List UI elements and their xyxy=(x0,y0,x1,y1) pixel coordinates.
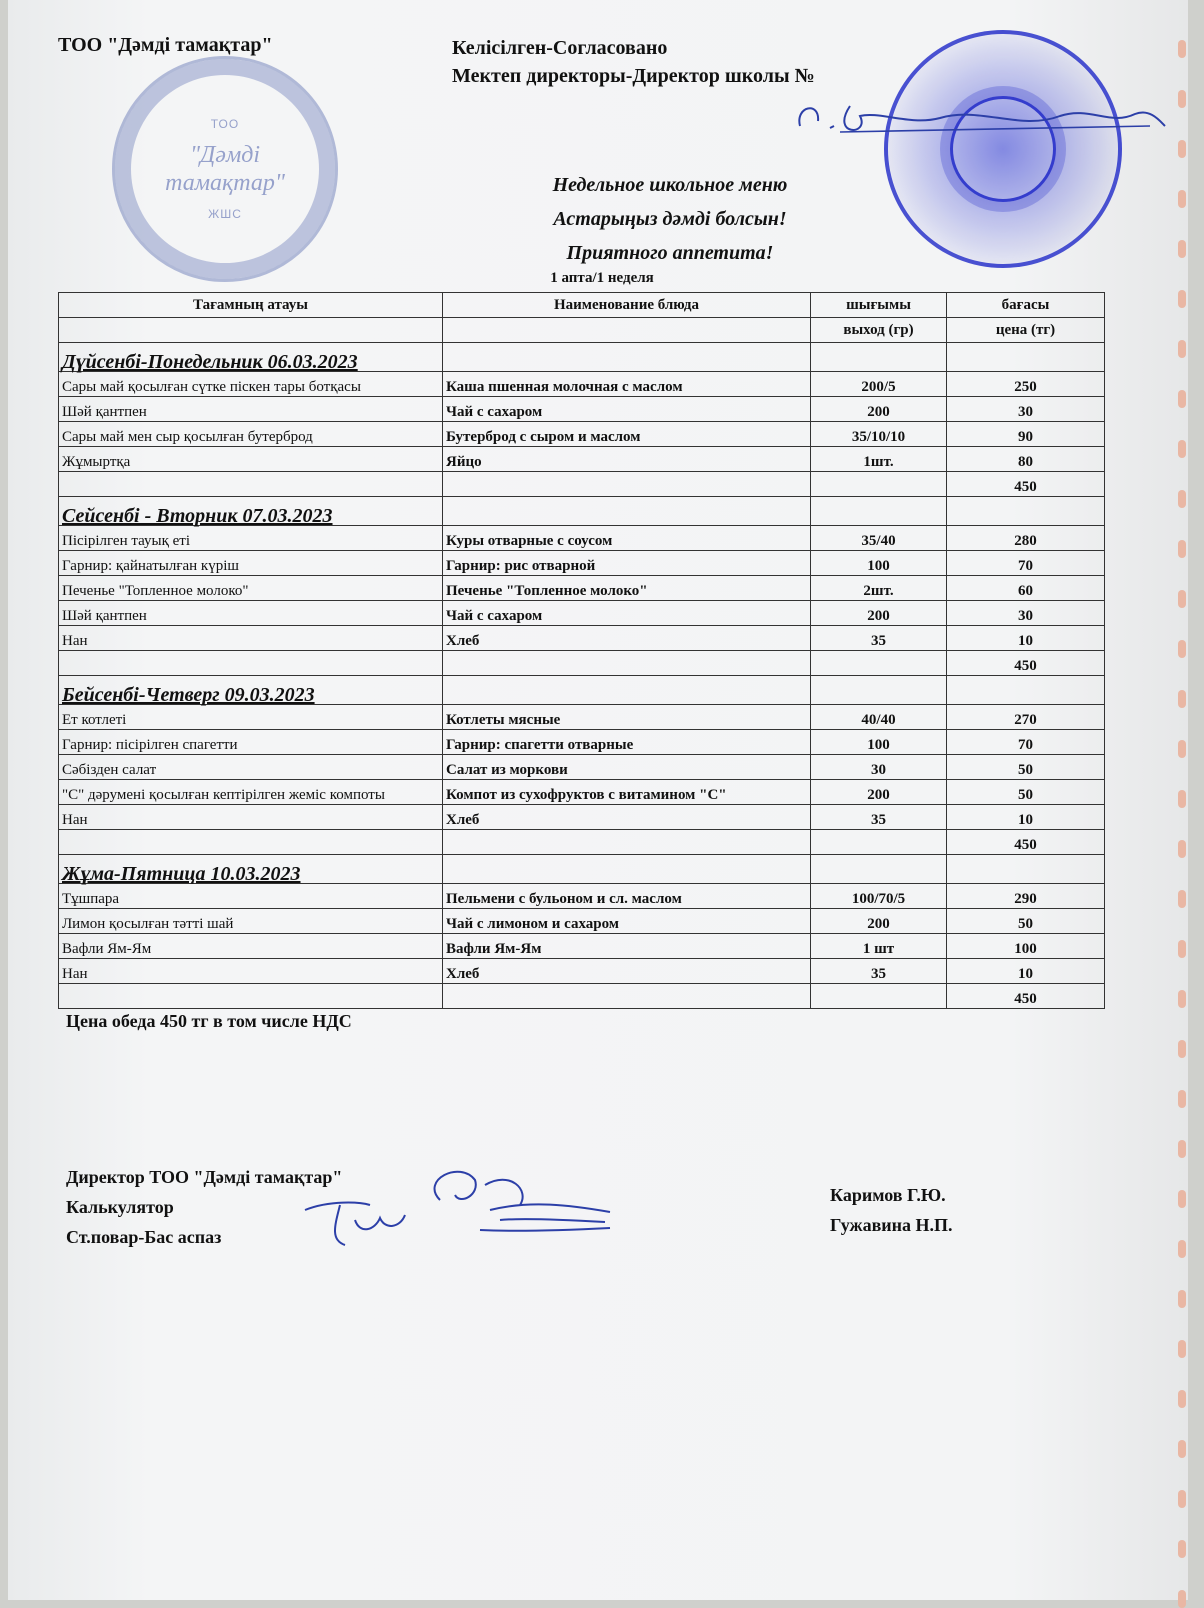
dish-name-kz: Ет котлеті xyxy=(59,705,443,730)
edge-hole xyxy=(1178,340,1186,358)
dish-yield: 200 xyxy=(811,601,947,626)
dish-name-ru: Хлеб xyxy=(443,805,811,830)
total-empty xyxy=(59,830,443,855)
dish-price: 30 xyxy=(947,601,1105,626)
dish-name-kz: Вафли Ям-Ям xyxy=(59,934,443,959)
day-empty xyxy=(443,497,811,526)
total-row xyxy=(59,472,1105,497)
dish-name-ru: Хлеб xyxy=(443,959,811,984)
table-row xyxy=(59,422,1105,447)
edge-hole xyxy=(1178,1440,1186,1458)
edge-hole xyxy=(1178,490,1186,508)
edge-hole xyxy=(1178,540,1186,558)
day-total: 450 xyxy=(947,472,1105,497)
table-row xyxy=(59,626,1105,651)
table-row xyxy=(59,934,1105,959)
dish-name-ru: Хлеб xyxy=(443,626,811,651)
dish-price: 70 xyxy=(947,730,1105,755)
total-empty xyxy=(59,651,443,676)
calculator-signature xyxy=(300,1190,420,1250)
dish-name-ru: Печенье "Топленное молоко" xyxy=(443,576,811,601)
total-empty xyxy=(811,984,947,1009)
day-row xyxy=(59,676,1105,705)
table-subheader-row xyxy=(59,318,1105,343)
day-empty xyxy=(947,855,1105,884)
dish-yield: 100/70/5 xyxy=(811,884,947,909)
edge-hole xyxy=(1178,1240,1186,1258)
dish-name-ru: Чай с сахаром xyxy=(443,397,811,422)
calculator-title: Калькулятор xyxy=(66,1197,174,1217)
stamp-name xyxy=(165,141,285,197)
total-row xyxy=(59,984,1105,1009)
table-row xyxy=(59,705,1105,730)
dish-name-kz: Нан xyxy=(59,626,443,651)
dish-name-kz: Сары май мен сыр қосылған бутерброд xyxy=(59,422,443,447)
dish-name-kz: Тұшпара xyxy=(59,884,443,909)
dish-price: 100 xyxy=(947,934,1105,959)
total-row xyxy=(59,830,1105,855)
day-row xyxy=(59,855,1105,884)
edge-hole xyxy=(1178,190,1186,208)
subheader-empty-2 xyxy=(443,318,811,343)
dish-yield: 30 xyxy=(811,755,947,780)
table-row xyxy=(59,959,1105,984)
dish-yield: 2шт. xyxy=(811,576,947,601)
table-row xyxy=(59,397,1105,422)
total-empty xyxy=(811,472,947,497)
dish-name-kz: Нан xyxy=(59,805,443,830)
dish-price: 10 xyxy=(947,805,1105,830)
edge-hole xyxy=(1178,1090,1186,1108)
title-line-2: Астарыңыз дәмді болсын! xyxy=(553,208,787,230)
dish-name-ru: Каша пшенная молочная с маслом xyxy=(443,372,811,397)
stamp-top-text: ТОО xyxy=(210,117,240,131)
dish-name-ru: Чай с лимоном и сахаром xyxy=(443,909,811,934)
dish-name-kz: Гарнир: қайнатылған күріш xyxy=(59,551,443,576)
dish-yield: 100 xyxy=(811,730,947,755)
dish-name-ru: Компот из сухофруктов с витамином "С" xyxy=(443,780,811,805)
page-edge xyxy=(1174,0,1186,1600)
dish-name-ru: Вафли Ям-Ям xyxy=(443,934,811,959)
table-row xyxy=(59,447,1105,472)
day-label: Дүйсенбі-Понедельник 06.03.2023 xyxy=(59,343,443,372)
edge-hole xyxy=(1178,990,1186,1008)
table-row xyxy=(59,780,1105,805)
dish-name-ru: Гарнир: спагетти отварные xyxy=(443,730,811,755)
dish-name-kz: Сәбізден салат xyxy=(59,755,443,780)
dish-yield: 200 xyxy=(811,909,947,934)
signatory-names xyxy=(830,1180,953,1240)
dish-name-ru: Чай с сахаром xyxy=(443,601,811,626)
dish-price: 290 xyxy=(947,884,1105,909)
dish-price: 30 xyxy=(947,397,1105,422)
total-empty xyxy=(59,472,443,497)
total-empty xyxy=(811,651,947,676)
chef-title: Ст.повар-Бас аспаз xyxy=(66,1227,222,1247)
dish-price: 60 xyxy=(947,576,1105,601)
edge-hole xyxy=(1178,790,1186,808)
day-total: 450 xyxy=(947,651,1105,676)
day-empty xyxy=(947,497,1105,526)
edge-hole xyxy=(1178,140,1186,158)
menu-title xyxy=(470,168,870,270)
day-empty xyxy=(811,497,947,526)
total-empty xyxy=(443,651,811,676)
dish-name-ru: Салат из моркови xyxy=(443,755,811,780)
dish-name-kz: Шәй қантпен xyxy=(59,397,443,422)
edge-hole xyxy=(1178,590,1186,608)
dish-name-ru: Куры отварные с соусом xyxy=(443,526,811,551)
edge-hole xyxy=(1178,890,1186,908)
dish-yield: 200/5 xyxy=(811,372,947,397)
edge-hole xyxy=(1178,1340,1186,1358)
edge-hole xyxy=(1178,1490,1186,1508)
table-row xyxy=(59,601,1105,626)
total-empty xyxy=(443,830,811,855)
name-calculator: Гужавина Н.П. xyxy=(830,1215,953,1235)
total-empty xyxy=(443,984,811,1009)
dish-name-kz: Жұмыртқа xyxy=(59,447,443,472)
dish-yield: 35 xyxy=(811,626,947,651)
dish-price: 10 xyxy=(947,959,1105,984)
day-row xyxy=(59,343,1105,372)
dish-price: 10 xyxy=(947,626,1105,651)
header-price-kz: бағасы xyxy=(947,293,1105,318)
dish-price: 50 xyxy=(947,755,1105,780)
day-total: 450 xyxy=(947,984,1105,1009)
dish-name-kz: "С" дәрумені қосылған кептірілген жеміс компоты xyxy=(59,780,443,805)
header-price-ru: цена (тг) xyxy=(947,318,1105,343)
edge-hole xyxy=(1178,1190,1186,1208)
dish-name-ru: Котлеты мясные xyxy=(443,705,811,730)
stamp-name-line-2: тамақтар" xyxy=(165,170,285,196)
edge-hole xyxy=(1178,440,1186,458)
dish-name-ru: Яйцо xyxy=(443,447,811,472)
table-row xyxy=(59,730,1105,755)
dish-name-ru: Пельмени с бульоном и сл. маслом xyxy=(443,884,811,909)
day-empty xyxy=(443,855,811,884)
dish-yield: 35/40 xyxy=(811,526,947,551)
total-empty xyxy=(443,472,811,497)
day-label: Бейсенбі-Четверг 09.03.2023 xyxy=(59,676,443,705)
menu-table xyxy=(58,292,1105,1009)
day-label: Сейсенбі - Вторник 07.03.2023 xyxy=(59,497,443,526)
director-signature xyxy=(790,96,1170,156)
dish-name-kz: Нан xyxy=(59,959,443,984)
day-label: Жұма-Пятница 10.03.2023 xyxy=(59,855,443,884)
header-ru-name: Наименование блюда xyxy=(443,293,811,318)
edge-hole xyxy=(1178,1590,1186,1608)
stamp-name-line-1: "Дәмді xyxy=(189,142,261,168)
dish-name-kz: Шәй қантпен xyxy=(59,601,443,626)
edge-hole xyxy=(1178,1040,1186,1058)
table-row xyxy=(59,551,1105,576)
dish-name-kz: Гарнир: пісірілген спагетти xyxy=(59,730,443,755)
dish-yield: 100 xyxy=(811,551,947,576)
dish-price: 270 xyxy=(947,705,1105,730)
dish-price: 250 xyxy=(947,372,1105,397)
edge-hole xyxy=(1178,1140,1186,1158)
price-note: Цена обеда 450 тг в том числе НДС xyxy=(66,1011,352,1031)
company-stamp xyxy=(112,56,338,282)
approval-header xyxy=(452,34,815,90)
table-row xyxy=(59,372,1105,397)
dish-price: 50 xyxy=(947,780,1105,805)
title-line-3: Приятного аппетита! xyxy=(566,242,774,264)
day-empty xyxy=(947,676,1105,705)
dish-name-kz: Печенье "Топленное молоко" xyxy=(59,576,443,601)
stamp-bottom-text: ЖШС xyxy=(208,207,242,221)
edge-hole xyxy=(1178,1390,1186,1408)
total-empty xyxy=(811,830,947,855)
subheader-empty-1 xyxy=(59,318,443,343)
dish-yield: 35 xyxy=(811,805,947,830)
edge-hole xyxy=(1178,390,1186,408)
edge-hole xyxy=(1178,90,1186,108)
table-row xyxy=(59,884,1105,909)
day-empty xyxy=(443,343,811,372)
dish-yield: 35/10/10 xyxy=(811,422,947,447)
edge-hole xyxy=(1178,740,1186,758)
table-row xyxy=(59,805,1105,830)
header-kz-name: Тағамның атауы xyxy=(59,293,443,318)
dish-yield: 1 шт xyxy=(811,934,947,959)
edge-hole xyxy=(1178,290,1186,308)
menu-table-body xyxy=(59,293,1105,1009)
total-empty xyxy=(59,984,443,1009)
day-empty xyxy=(947,343,1105,372)
dish-yield: 35 xyxy=(811,959,947,984)
name-director: Каримов Г.Ю. xyxy=(830,1185,946,1205)
day-empty xyxy=(811,676,947,705)
dish-name-ru: Гарнир: рис отварной xyxy=(443,551,811,576)
edge-hole xyxy=(1178,640,1186,658)
dish-name-ru: Бутерброд с сыром и маслом xyxy=(443,422,811,447)
table-row xyxy=(59,755,1105,780)
director-title: Директор ТОО "Дәмді тамақтар" xyxy=(66,1167,343,1187)
edge-hole xyxy=(1178,840,1186,858)
day-empty xyxy=(443,676,811,705)
table-row xyxy=(59,576,1105,601)
day-empty xyxy=(811,855,947,884)
edge-hole xyxy=(1178,940,1186,958)
chef-signature xyxy=(420,1160,620,1250)
edge-hole xyxy=(1178,690,1186,708)
dish-price: 280 xyxy=(947,526,1105,551)
dish-name-kz: Пісірілген тауық еті xyxy=(59,526,443,551)
edge-hole xyxy=(1178,1540,1186,1558)
dish-price: 50 xyxy=(947,909,1105,934)
dish-price: 90 xyxy=(947,422,1105,447)
week-label: 1 апта/1 неделя xyxy=(550,270,654,286)
dish-price: 80 xyxy=(947,447,1105,472)
edge-hole xyxy=(1178,240,1186,258)
approval-line-2: Мектеп директоры-Директор школы № xyxy=(452,65,815,87)
title-line-1: Недельное школьное меню xyxy=(552,174,788,196)
day-empty xyxy=(811,343,947,372)
dish-yield: 200 xyxy=(811,397,947,422)
table-row xyxy=(59,526,1105,551)
company-header: ТОО "Дәмді тамақтар" xyxy=(58,34,273,56)
header-yield-kz: шығымы xyxy=(811,293,947,318)
edge-hole xyxy=(1178,1290,1186,1308)
dish-yield: 200 xyxy=(811,780,947,805)
edge-hole xyxy=(1178,40,1186,58)
header-yield-ru: выход (гр) xyxy=(811,318,947,343)
dish-name-kz: Лимон қосылған тәтті шай xyxy=(59,909,443,934)
day-total: 450 xyxy=(947,830,1105,855)
day-row xyxy=(59,497,1105,526)
approval-line-1: Келісілген-Согласовано xyxy=(452,37,668,59)
total-row xyxy=(59,651,1105,676)
dish-price: 70 xyxy=(947,551,1105,576)
dish-name-kz: Сары май қосылған сүтке піскен тары ботқасы xyxy=(59,372,443,397)
dish-yield: 1шт. xyxy=(811,447,947,472)
table-header-row xyxy=(59,293,1105,318)
dish-yield: 40/40 xyxy=(811,705,947,730)
table-row xyxy=(59,909,1105,934)
